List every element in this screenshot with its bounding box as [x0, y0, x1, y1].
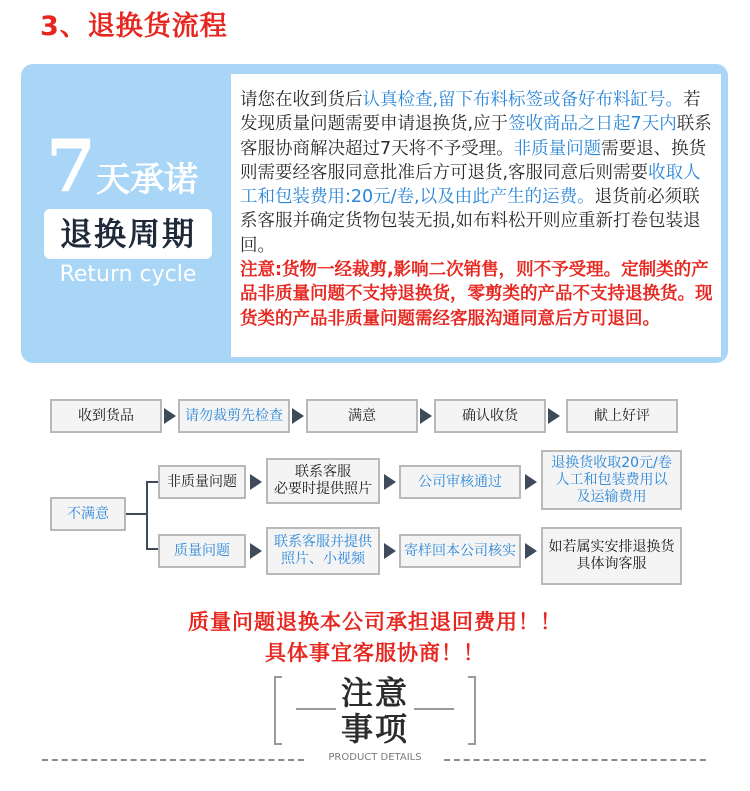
branch-connector [126, 513, 148, 515]
policy-seg-3: 若发现质量问题需要申请退换货,应于 [240, 90, 701, 135]
arrow-right-icon [250, 474, 262, 490]
non-quality-step-3: 退换货收取20元/卷 人工和包装费用以 及运输费用 [541, 450, 682, 510]
policy-seg-5: 联系客服协商解决超过7天将不予受理。 [240, 114, 712, 159]
step-review: 献上好评 [566, 399, 678, 433]
policy-seg-7: 需要退、换货则需要经客服同意批准后方可退货,客服同意后则需要 [240, 138, 707, 183]
policy-seg-9: 退货前必须联系客服并确定货物包装无损,如布料松开则应重新打卷包装退回。 [240, 187, 701, 256]
branch-connector [146, 548, 158, 550]
policy-seg-8: 收取人工和包装费用:20元/卷,以及由此产生的运费。 [240, 162, 701, 208]
note-contact-service: 具体事宜客服协商！！ [265, 641, 485, 665]
policy-seg-6: 非质量问题 [513, 138, 602, 159]
footer-divider-right [444, 759, 706, 761]
notice-title: 注意事项 [340, 674, 409, 748]
arrow-right-icon [384, 543, 396, 559]
arrow-right-icon [420, 408, 432, 424]
non-quality-step-1: 联系客服 必要时提供照片 [266, 458, 380, 504]
quality-step-1: 联系客服并提供 照片、小视频 [266, 527, 380, 575]
non-quality-step-2: 公司审核通过 [399, 465, 521, 499]
step-unsatisfied: 不满意 [50, 497, 126, 531]
arrow-right-icon [164, 408, 176, 424]
promise-days-number: 7 [46, 123, 97, 208]
notice-rule-right [414, 708, 454, 710]
quality-step-2: 寄样回本公司核实 [399, 534, 521, 568]
policy-warning: 注意:货物一经裁剪,影响二次销售，则不予受理。定制类的产品非质量问题不支持退换货，零剪类的产品不支持退换货。现货类的产品非质量问题需经客服沟通同意后方可退回。 [240, 260, 713, 329]
footer-divider-left [42, 759, 304, 761]
quality-step-3: 如若属实安排退换货 具体询客服 [541, 527, 682, 585]
non-quality-label: 非质量问题 [158, 465, 246, 499]
policy-seg-2: 认真检查,留下布料标签或备好布料缸号。 [362, 90, 684, 110]
quality-label: 质量问题 [158, 534, 246, 568]
arrow-right-icon [384, 474, 396, 490]
branch-connector [146, 481, 158, 483]
step-confirm: 确认收货 [434, 399, 546, 433]
note-return-fee: 质量问题退换本公司承担退回费用！！ [188, 610, 562, 634]
arrow-right-icon [525, 474, 537, 490]
promise-days-label: 天承诺 [96, 160, 199, 200]
promise-english: Return cycle [59, 262, 197, 287]
arrow-right-icon [525, 543, 537, 559]
arrow-right-icon [250, 543, 262, 559]
policy-text [240, 88, 715, 331]
policy-seg-1: 请您在收到货后 [240, 90, 363, 110]
arrow-right-icon [548, 408, 560, 424]
footer-label: PRODUCT DETAILS [328, 752, 422, 763]
promise-days [46, 123, 199, 208]
policy-seg-4: 签收商品之日起7天内 [508, 114, 677, 135]
section-title: 3、退换货流程 [40, 11, 228, 42]
step-inspect: 请勿裁剪先检查 [178, 399, 290, 433]
notice-frame-left [274, 676, 282, 745]
branch-connector [146, 481, 148, 550]
step-received: 收到货品 [50, 399, 162, 433]
promise-banner: 退换周期 [44, 209, 212, 259]
notice-frame-right [468, 676, 476, 745]
step-satisfied: 满意 [306, 399, 418, 433]
notice-rule-left [296, 708, 336, 710]
arrow-right-icon [292, 408, 304, 424]
